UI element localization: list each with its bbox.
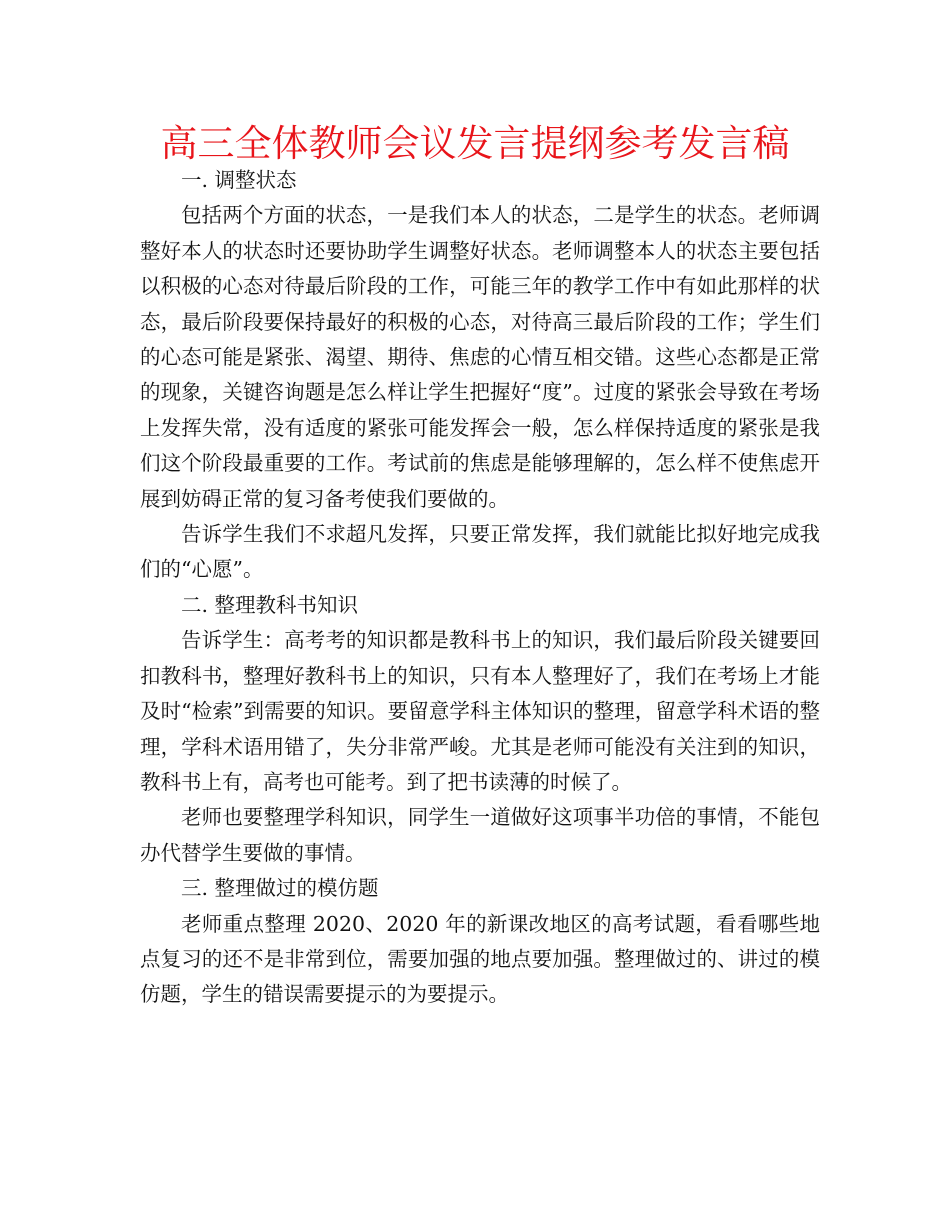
- body-paragraph: 包括两个方面的状态，一是我们本人的状态，二是学生的状态。老师调整好本人的状态时还要协助学生调整好状态。老师调整本人的状态主要包括以积极的心态对待最后阶段的工作，可能三年的教学工作中有如此那样的状态，最后阶段要保持最好的积极的心态，对待高三最后阶段的工作；学生们的心态可能是紧张、渴望、期待、焦虑的心情互相交错。这些心态都是正常的现象，关键咨询题是怎么样让学生把握好“度”。过度的紧张会导致在考场上发挥失常，没有适度的紧张可能发挥会一般，怎么样保持适度的紧张是我们这个阶段最重要的工作。考试前的焦虑是能够理解的，怎么样不使焦虑开展到妨碍正常的复习备考使我们要做的。: [140, 203, 820, 511]
- body-paragraph: 老师重点整理 2020、2020 年的新课改地区的高考试题，看看哪些地点复习的还不是非常到位，需要加强的地点要加强。整理做过的、讲过的模仿题，学生的错误需要提示的为要提示。: [140, 911, 820, 1007]
- body-paragraph: 告诉学生我们不求超凡发挥，只要正常发挥，我们就能比拟好地完成我们的“心愿”。: [140, 522, 820, 582]
- body-paragraph: 告诉学生：高考考的知识都是教科书上的知识，我们最后阶段关键要回扣教科书，整理好教科书上的知识，只有本人整理好了，我们在考场上才能及时“检索”到需要的知识。要留意学科主体知识的整理，留意学科术语的整理，学科术语用错了，失分非常严峻。尤其是老师可能没有关注到的知识，教科书上有，高考也可能考。到了把书读薄的时候了。: [140, 628, 820, 794]
- body-paragraph: 老师也要整理学科知识，同学生一道做好这项事半功倍的事情，不能包办代替学生要做的事情。: [140, 805, 820, 865]
- section-heading-3: 三. 整理做过的模仿题: [181, 876, 379, 901]
- document-body: [140, 163, 820, 1013]
- section-heading-2: 二. 整理教科书知识: [181, 592, 359, 617]
- document-title: 高三全体教师会议发言提纲参考发言稿: [160, 122, 790, 165]
- section-heading-1: 一. 调整状态: [181, 168, 297, 192]
